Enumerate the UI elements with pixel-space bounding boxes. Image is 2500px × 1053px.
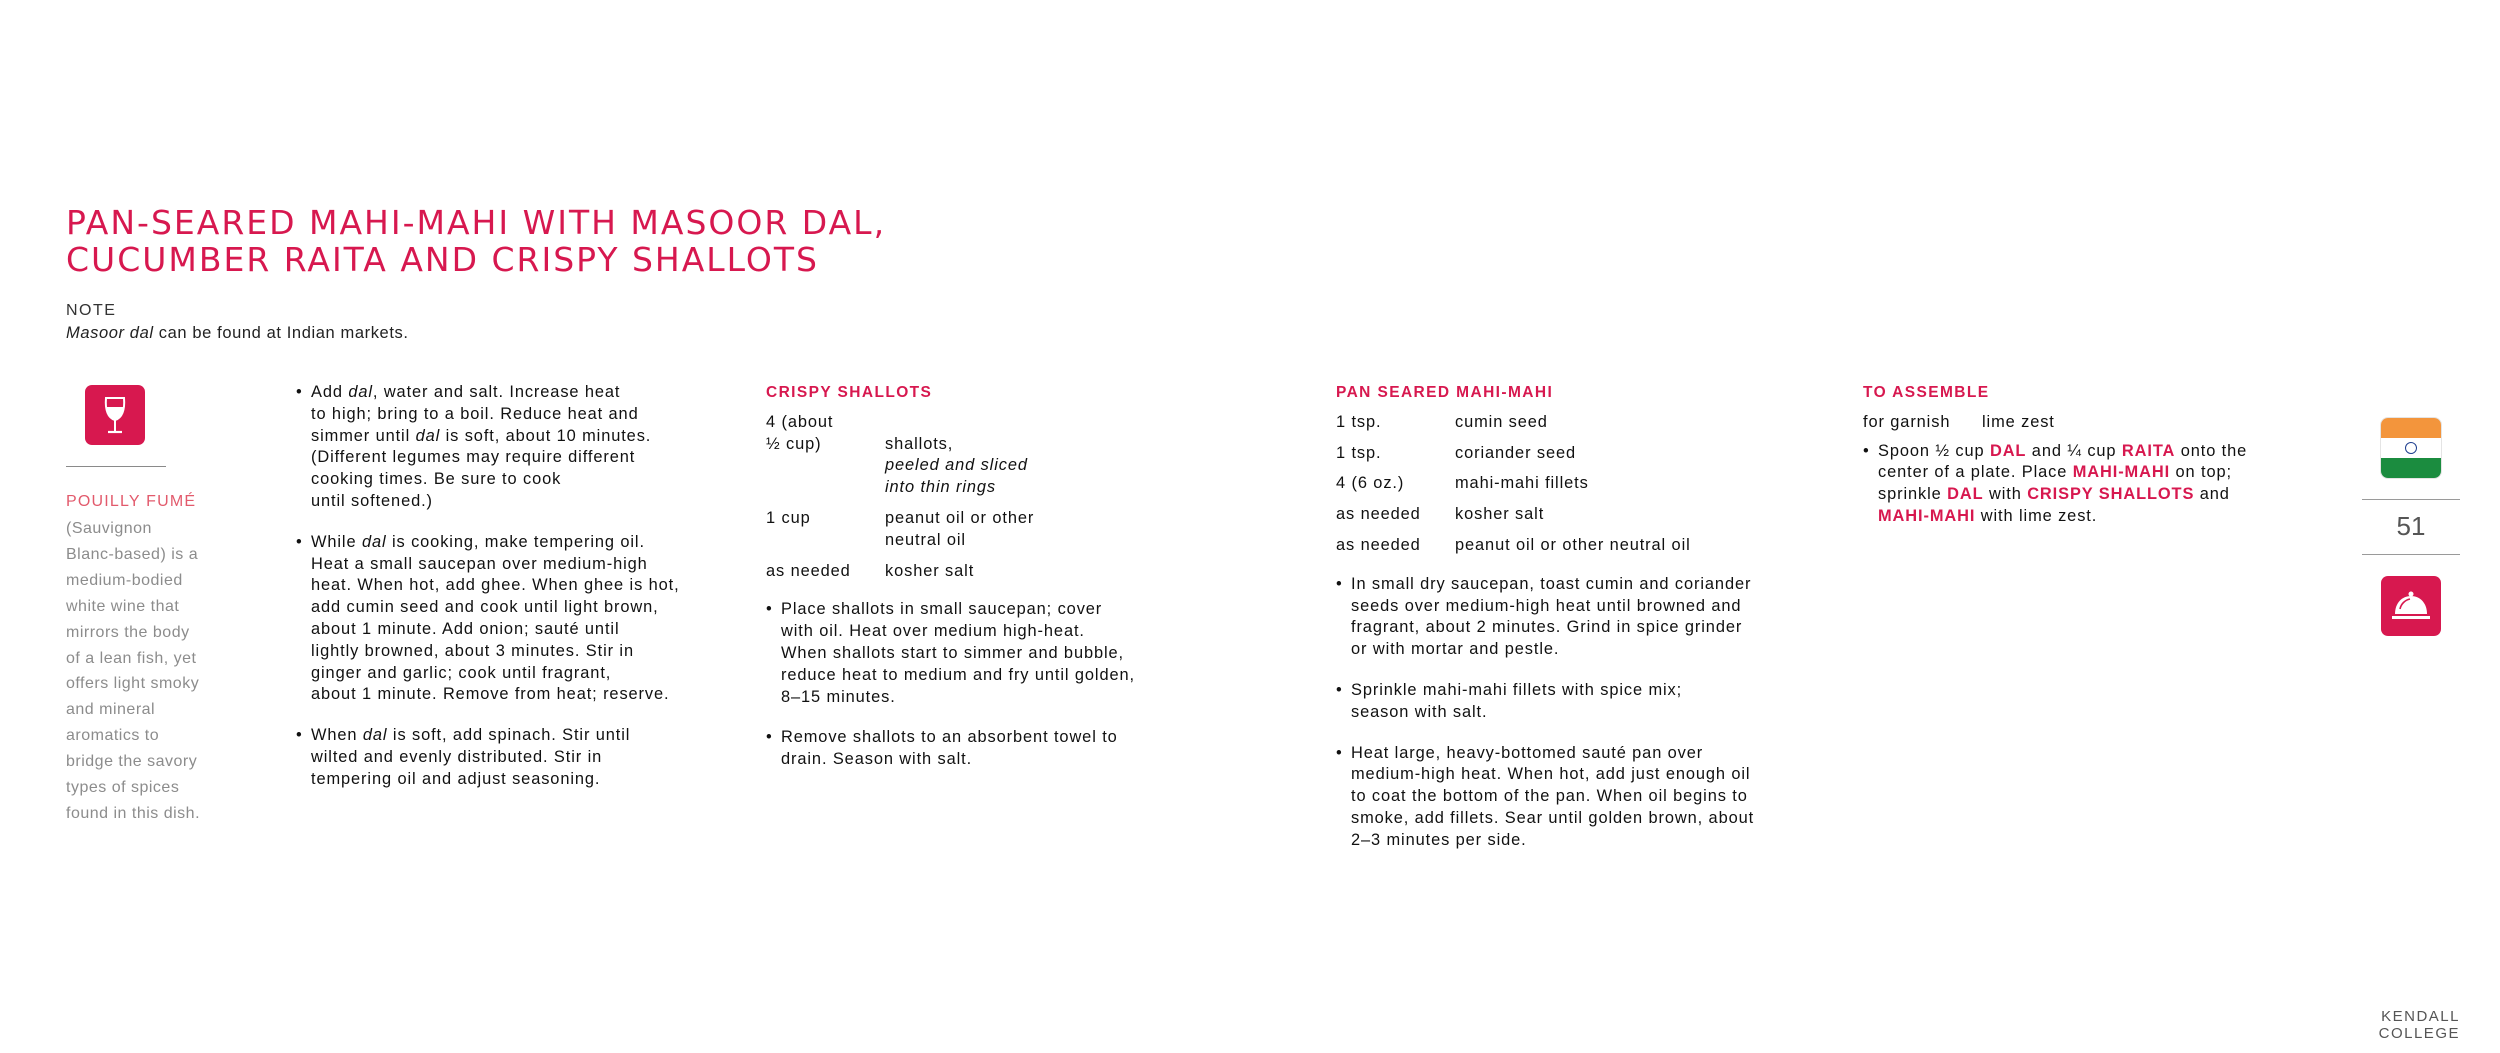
ingredient-desc-line bbox=[1455, 504, 1544, 526]
ingredient-desc-line bbox=[885, 561, 974, 583]
ingredient-desc bbox=[885, 434, 1028, 499]
step-list bbox=[766, 599, 1186, 771]
text-run: seeds over medium-high heat until browned and bbox=[1351, 596, 1742, 615]
step-line bbox=[781, 687, 1186, 709]
text-run: neutral oil bbox=[885, 530, 966, 549]
text-run: peanut oil or other bbox=[885, 508, 1035, 527]
text-run: onto the bbox=[2175, 441, 2248, 460]
text-run: simmer until bbox=[311, 426, 416, 445]
text-run: or with mortar and pestle. bbox=[1351, 640, 1560, 659]
assemble-section bbox=[1863, 382, 2303, 547]
step-line bbox=[311, 684, 736, 706]
ingredient-row bbox=[766, 434, 1186, 499]
text-run: , water and salt. Increase heat bbox=[372, 383, 621, 401]
ingredient-qty: ½ cup) bbox=[766, 434, 822, 453]
text-run: kosher salt bbox=[1455, 505, 1545, 524]
step-item bbox=[1336, 574, 1816, 661]
ingredient-desc bbox=[1455, 412, 1548, 434]
step-line bbox=[1351, 830, 1816, 852]
component-ref: CRISPY SHALLOTS bbox=[2027, 485, 2195, 504]
text-run: cooking times. Be sure to cook bbox=[311, 470, 562, 489]
wine-description-line: found in this dish. bbox=[66, 804, 201, 822]
step-line bbox=[1351, 574, 1816, 596]
ingredient-qty: 4 (about bbox=[766, 412, 834, 431]
wine-glass-icon bbox=[85, 385, 145, 445]
component-ref: DAL bbox=[1989, 441, 2027, 460]
ingredient-qty: as needed bbox=[1336, 505, 1421, 524]
step-line bbox=[311, 532, 736, 554]
step-item bbox=[766, 599, 1186, 708]
italic-term: dal bbox=[361, 532, 387, 551]
ingredient-row bbox=[1336, 535, 1816, 557]
text-run: Heat large, heavy-bottomed sauté pan over bbox=[1351, 743, 1704, 762]
wine-description-line: bridge the savory bbox=[66, 753, 198, 771]
step-line bbox=[1351, 786, 1816, 808]
wine-name: POUILLY FUMÉ bbox=[66, 493, 197, 510]
step-line bbox=[1351, 596, 1816, 618]
step-line bbox=[781, 727, 1186, 749]
component-ref: DAL bbox=[1947, 485, 1984, 504]
ingredient-desc-line bbox=[885, 477, 1028, 499]
wine-description-line: and mineral bbox=[66, 701, 156, 719]
step-line bbox=[781, 621, 1186, 643]
crispy-shallots-section bbox=[766, 382, 1186, 790]
ingredient-desc bbox=[885, 561, 974, 583]
wine-description-line: mirrors the body bbox=[66, 623, 190, 641]
wine-divider bbox=[66, 466, 166, 467]
ingredient-desc-line bbox=[1455, 535, 1691, 557]
text-run: drain. Season with salt. bbox=[781, 750, 973, 769]
text-run: Remove shallots to an absorbent towel to bbox=[781, 728, 1118, 747]
wine-description-line: (Sauvignon bbox=[66, 520, 152, 537]
step-item bbox=[296, 532, 736, 706]
section-heading: CRISPY SHALLOTS bbox=[766, 384, 933, 401]
text-run: 2–3 minutes per side. bbox=[1351, 830, 1527, 849]
note-italic: Masoor dal bbox=[66, 324, 154, 342]
text-run: wilted and evenly distributed. Stir in bbox=[311, 747, 603, 766]
wine-description-line: medium-bodied bbox=[66, 571, 183, 589]
text-run: 8–15 minutes. bbox=[781, 687, 896, 706]
footer-publisher: KENDALL COLLEGE bbox=[2378, 1008, 2460, 1042]
step-line bbox=[311, 404, 736, 426]
text-run: to coat the bottom of the pan. When oil begins to bbox=[1351, 787, 1748, 806]
wine-description-line: aromatics to bbox=[66, 727, 160, 745]
step-line bbox=[781, 643, 1186, 665]
text-run: about 1 minute. Add onion; sauté until bbox=[311, 619, 620, 638]
text-run: sprinkle bbox=[1878, 485, 1948, 504]
text-run: on top; bbox=[2170, 463, 2232, 482]
step-line bbox=[311, 641, 736, 663]
section-heading: PAN SEARED MAHI-MAHI bbox=[1336, 384, 1554, 401]
text-run: When bbox=[311, 726, 363, 745]
step-line bbox=[311, 747, 736, 769]
text-run: and bbox=[2194, 485, 2230, 504]
step-line bbox=[311, 769, 736, 791]
step-line bbox=[311, 663, 736, 685]
step-line bbox=[1351, 808, 1816, 830]
step-line bbox=[311, 619, 736, 641]
ingredient-qty: as needed bbox=[1336, 535, 1421, 554]
ingredient-desc-line bbox=[885, 508, 1034, 530]
step-line bbox=[1351, 743, 1816, 765]
text-run: with bbox=[1983, 485, 2028, 504]
page-number: 51 bbox=[2396, 511, 2426, 541]
step-item bbox=[1863, 441, 2303, 528]
ingredient-qty: 1 tsp. bbox=[1336, 443, 1382, 462]
step-line bbox=[1878, 484, 2303, 506]
text-run: mahi-mahi fillets bbox=[1455, 474, 1589, 493]
wine-description-line: white wine that bbox=[66, 597, 180, 615]
step-list bbox=[1336, 574, 1816, 852]
step-line bbox=[781, 749, 1186, 771]
ingredient-row bbox=[1863, 412, 2303, 434]
ingredient-qty: for garnish bbox=[1863, 412, 1951, 431]
section-heading: TO ASSEMBLE bbox=[1863, 384, 1990, 401]
ingredient-row bbox=[1336, 412, 1816, 434]
india-flag-icon bbox=[2381, 418, 2441, 478]
text-run: add cumin seed and cook until light brown, bbox=[311, 598, 659, 617]
step-item bbox=[1336, 680, 1816, 724]
ingredient-row bbox=[1336, 473, 1816, 495]
text-run: peanut oil or other neutral oil bbox=[1455, 535, 1691, 554]
serving-cloche-icon bbox=[2381, 576, 2441, 636]
step-line bbox=[1351, 680, 1816, 702]
text-run: medium-high heat. When hot, add just enough oil bbox=[1351, 765, 1751, 784]
text-run: Place shallots in small saucepan; cover bbox=[781, 600, 1103, 619]
text-run: Add bbox=[311, 383, 349, 401]
step-line bbox=[1878, 506, 2303, 528]
ingredient-desc-line bbox=[1455, 412, 1548, 434]
step-line bbox=[781, 665, 1186, 687]
ingredient-list bbox=[766, 412, 1186, 583]
wine-description-line: offers light smoky bbox=[66, 675, 200, 693]
ingredient-desc bbox=[1455, 473, 1589, 495]
ingredient-row bbox=[766, 412, 1186, 434]
component-ref: MAHI-MAHI bbox=[2072, 463, 2171, 482]
step-line bbox=[1351, 702, 1816, 724]
ingredient-row bbox=[766, 561, 1186, 583]
page-number-rule-top bbox=[2362, 499, 2460, 500]
note-rest: can be found at Indian markets. bbox=[153, 324, 409, 342]
ingredient-desc-line bbox=[885, 434, 1028, 478]
italic-term: into thin rings bbox=[885, 478, 996, 497]
step-line bbox=[311, 575, 736, 597]
ingredient-desc-line bbox=[885, 530, 1034, 552]
flag-chakra bbox=[2405, 442, 2417, 454]
wine-description bbox=[66, 516, 226, 827]
step-item bbox=[766, 727, 1186, 771]
page-number-rule-bottom bbox=[2362, 554, 2460, 555]
step-line bbox=[1878, 441, 2303, 463]
italic-term: dal bbox=[348, 383, 373, 401]
note-label: NOTE bbox=[66, 302, 117, 319]
text-run: tempering oil and adjust seasoning. bbox=[311, 769, 601, 788]
step-line bbox=[311, 554, 736, 576]
ingredient-qty: 1 cup bbox=[766, 508, 811, 527]
text-run: smoke, add fillets. Sear until golden brown, about bbox=[1351, 808, 1755, 827]
text-run: about 1 minute. Remove from heat; reserve. bbox=[311, 685, 670, 704]
text-run: When shallots start to simmer and bubble, bbox=[781, 643, 1124, 662]
step-line bbox=[311, 382, 736, 404]
recipe-title bbox=[66, 204, 1066, 278]
ingredient-desc bbox=[885, 508, 1034, 552]
ingredient-desc-line bbox=[1455, 443, 1576, 465]
text-run: kosher salt bbox=[885, 561, 975, 580]
text-run: is soft, about 10 minutes. bbox=[440, 426, 652, 445]
text-run: center of a plate. Place bbox=[1878, 463, 2073, 482]
ingredient-row bbox=[766, 508, 1186, 552]
dal-steps bbox=[296, 382, 736, 810]
italic-term: dal bbox=[362, 726, 388, 745]
text-run: reduce heat to medium and fry until golden, bbox=[781, 665, 1135, 684]
text-run: (Different legumes may require different bbox=[311, 448, 636, 467]
step-line bbox=[1878, 462, 2303, 484]
step-line bbox=[311, 447, 736, 469]
text-run: cumin seed bbox=[1455, 412, 1548, 431]
text-run: to high; bring to a boil. Reduce heat and bbox=[311, 404, 639, 423]
text-run: coriander seed bbox=[1455, 443, 1577, 462]
text-run: is cooking, make tempering oil. bbox=[386, 532, 645, 551]
step-line bbox=[311, 725, 736, 747]
text-run: In small dry saucepan, toast cumin and coriander bbox=[1351, 574, 1752, 593]
recipe-title-line: PAN-SEARED MAHI-MAHI WITH MASOOR DAL, bbox=[66, 203, 887, 242]
mahi-mahi-section bbox=[1336, 382, 1816, 871]
wine-description-line: Blanc-based) is a bbox=[66, 545, 199, 563]
step-line bbox=[1351, 639, 1816, 661]
text-run: lightly browned, about 3 minutes. Stir in bbox=[311, 641, 634, 660]
ingredient-row bbox=[1336, 443, 1816, 465]
italic-term: dal bbox=[415, 426, 441, 445]
text-run: Heat a small saucepan over medium-high bbox=[311, 554, 648, 573]
ingredient-qty: 4 (6 oz.) bbox=[1336, 474, 1405, 493]
wine-description-line: types of spices bbox=[66, 779, 180, 797]
component-ref: RAITA bbox=[2121, 441, 2176, 460]
ingredient-qty: as needed bbox=[766, 561, 851, 580]
flag-green-band bbox=[2381, 458, 2441, 478]
ingredient-desc bbox=[1455, 443, 1576, 465]
text-run: is soft, add spinach. Stir until bbox=[387, 726, 631, 745]
step-item bbox=[296, 382, 736, 513]
text-run: While bbox=[311, 532, 362, 551]
component-ref: MAHI-MAHI bbox=[1878, 506, 1976, 525]
ingredient-row bbox=[1336, 504, 1816, 526]
text-run: shallots, bbox=[885, 434, 954, 453]
note-text bbox=[66, 324, 409, 343]
step-line bbox=[781, 599, 1186, 621]
ingredient-qty: 1 tsp. bbox=[1336, 412, 1382, 431]
ingredient-desc bbox=[1455, 504, 1544, 526]
text-run: with lime zest. bbox=[1975, 506, 2098, 525]
text-run: season with salt. bbox=[1351, 702, 1488, 721]
text-run: ginger and garlic; cook until fragrant, bbox=[311, 663, 612, 682]
text-run: heat. When hot, add ghee. When ghee is hot, bbox=[311, 576, 680, 595]
wine-description-line: of a lean fish, yet bbox=[66, 649, 197, 667]
text-run: with oil. Heat over medium high-heat. bbox=[781, 622, 1085, 641]
ingredient-desc-line bbox=[1455, 473, 1589, 495]
flag-white-band bbox=[2381, 438, 2441, 458]
recipe-title-line: CUCUMBER RAITA AND CRISPY SHALLOTS bbox=[66, 240, 819, 279]
step-item bbox=[1336, 743, 1816, 852]
step-line bbox=[1351, 617, 1816, 639]
step-line bbox=[311, 426, 736, 448]
flag-saffron-band bbox=[2381, 418, 2441, 438]
text-run: fragrant, about 2 minutes. Grind in spice grinder bbox=[1351, 618, 1743, 637]
step-line bbox=[311, 597, 736, 619]
step-item bbox=[296, 725, 736, 790]
italic-term: peeled and sliced bbox=[885, 456, 1028, 475]
ingredient-list bbox=[1336, 412, 1816, 557]
text-run: Sprinkle mahi-mahi fillets with spice mix; bbox=[1351, 680, 1683, 699]
text-run: until softened.) bbox=[311, 491, 433, 510]
step-line bbox=[311, 469, 736, 491]
ingredient-desc bbox=[1455, 535, 1691, 557]
text-run: Spoon ½ cup bbox=[1878, 441, 1990, 460]
ingredient-desc: lime zest bbox=[1982, 412, 2055, 431]
step-line bbox=[311, 491, 736, 513]
step-line bbox=[1351, 764, 1816, 786]
text-run: and ¼ cup bbox=[2026, 441, 2122, 460]
